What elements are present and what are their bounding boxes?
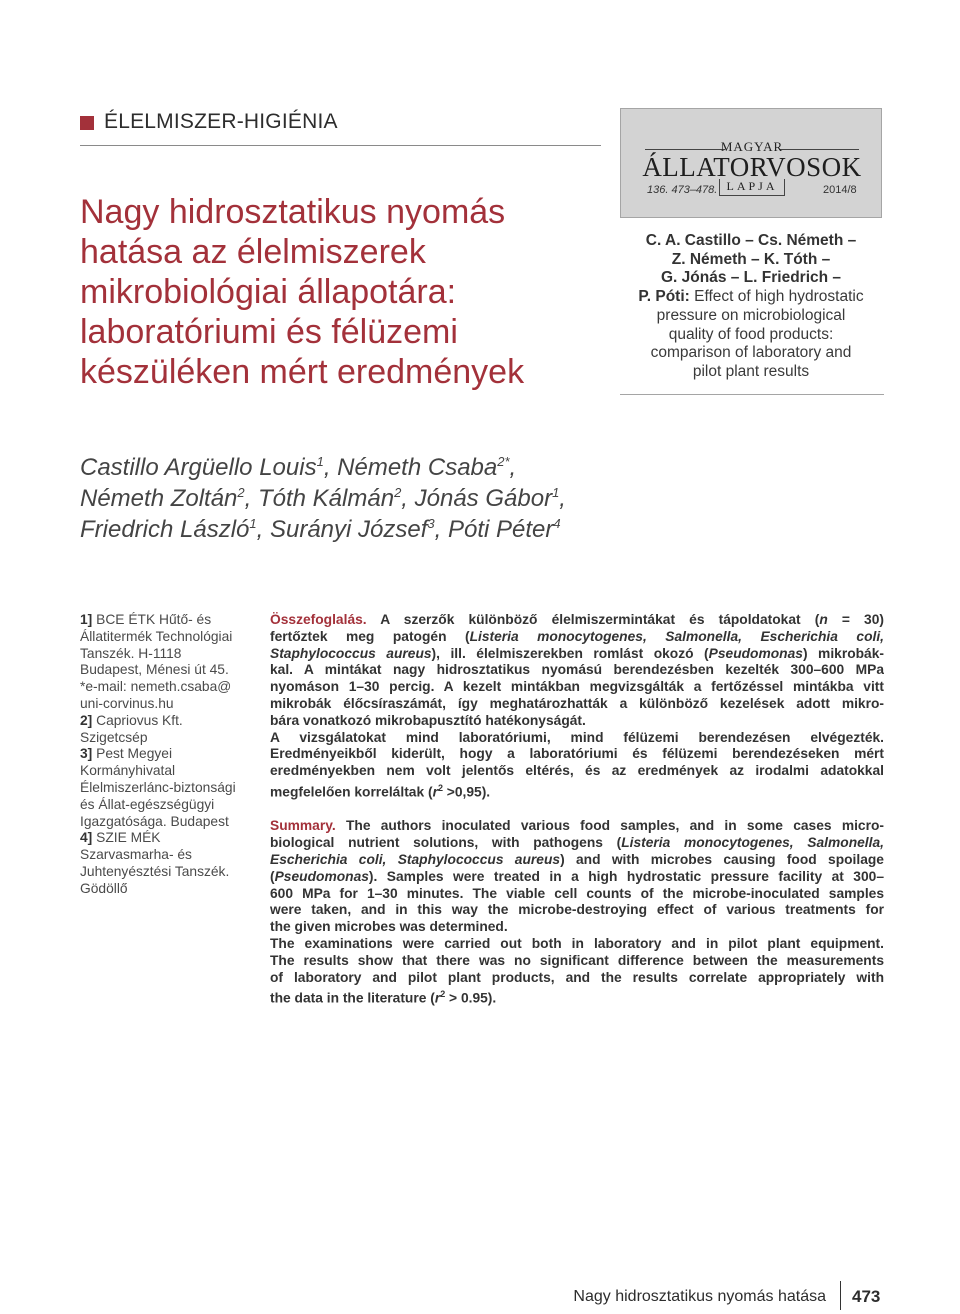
abstract-line: The examinations were carried out both in laboratory and in pilot plant equipment. xyxy=(270,935,884,951)
citation-title-start: Effect of high hydrostatic xyxy=(689,288,864,306)
affiliation-email[interactable]: *e-mail: nemeth.csaba@ xyxy=(80,679,232,695)
section-marker-square xyxy=(80,116,94,130)
affiliation-line: Budapest, Ménesi út 45. xyxy=(80,662,229,678)
citation-authors-line: C. A. Castillo – Cs. Németh – xyxy=(645,232,857,249)
affiliation-line: Állatitermék Technológiai xyxy=(80,628,233,644)
abstract-heading: Summary. xyxy=(270,818,336,834)
english-citation xyxy=(620,232,882,382)
author-separator: , xyxy=(401,485,415,512)
journal-logo-lapja: LAPJA xyxy=(726,179,778,193)
author-separator: , xyxy=(434,516,448,543)
author-separator: , xyxy=(256,516,270,543)
author-affiliation-mark: 2* xyxy=(497,454,510,469)
affiliation-line xyxy=(80,612,256,629)
author-name: Tóth Kálmán xyxy=(257,485,395,512)
abstract-line xyxy=(270,869,884,886)
affiliation-line: Tanszék. H-1118 xyxy=(80,645,182,661)
abstract-text: ), ill. élelmiszerekben romlást okozó ( xyxy=(431,645,709,661)
affiliation-text: SZIE MÉK xyxy=(92,830,161,846)
author-separator: , xyxy=(559,485,566,512)
title-line: készüléken mért eredmények xyxy=(80,353,525,391)
abstract-line: kal. A mintákat nagy hidrosztatikus nyomású berendezésben kezelték 300–600 MPa xyxy=(270,662,884,678)
abstract-text: Listeria monocytogenes, Salmonella, xyxy=(621,835,884,851)
affiliation-text: Capriovus Kft. xyxy=(92,712,183,728)
abstract-line xyxy=(270,986,884,1007)
abstract-text: Pseudomonas xyxy=(708,645,803,661)
abstract-line: The results show that there was no significant difference between the measurements xyxy=(270,952,884,968)
abstract-text: megfelelően korreláltak ( xyxy=(270,784,433,800)
abstract-line: 600 MPa for 1–30 minutes. The viable cell counts of the microbe-inoculated samples xyxy=(270,885,884,901)
title-line: mikrobiológiai állapotára: xyxy=(80,273,457,311)
journal-year: 2014/8 xyxy=(823,184,857,196)
abstract-line: A vizsgálatokat mind laboratóriumi, mind félüzemi berendezésen elvégezték. xyxy=(270,729,884,745)
title-line: hatása az élelmiszerek xyxy=(80,233,426,271)
abstract-line: nyomáson 1–30 percig. A kezelt mintákban megvizsgálták a fertőzéssel mintákba vitt xyxy=(270,679,884,695)
abstract xyxy=(270,612,884,1008)
abstract-text: 2 xyxy=(437,782,443,793)
author-list xyxy=(80,452,640,545)
affiliation-line xyxy=(80,830,256,847)
affiliation-line: Kormányhivatal xyxy=(80,763,176,779)
affiliation-number: 1] xyxy=(80,612,93,627)
page-number: 473 xyxy=(852,1287,881,1306)
author-affiliation-mark: 1 xyxy=(552,485,560,500)
affiliation-number: 3] xyxy=(80,746,93,762)
affiliation-text: Pest Megyei xyxy=(92,746,173,762)
author-affiliation-mark: 4 xyxy=(553,516,561,531)
author-separator: , xyxy=(509,454,517,481)
citation-title-line: pilot plant results xyxy=(692,362,810,380)
abstract-text: r xyxy=(432,784,438,800)
abstract-text: Staphylococcus aureus xyxy=(270,645,432,661)
abstract-line: mikrobák élőcsíraszámát, így meghatározhatták a különböző kezelések adott mikro- xyxy=(270,695,884,711)
citation-title-line xyxy=(620,288,882,307)
affiliation-number: 4] xyxy=(80,830,93,846)
abstract-text: ) and with microbes causing food spoilage xyxy=(560,851,884,867)
affiliation-line: Élelmiszerlánc-biztonsági xyxy=(80,779,236,795)
citation-authors-line: G. Jónás – L. Friedrich – xyxy=(660,269,842,287)
author-affiliation-mark: 3 xyxy=(427,516,435,531)
author-separator: , xyxy=(323,454,338,481)
abstract-line xyxy=(270,629,884,646)
author-name: Póti Péter xyxy=(447,516,554,543)
author-affiliation-mark: 1 xyxy=(316,454,324,469)
affiliation-line: Szarvasmarha- és xyxy=(80,847,192,863)
affiliation-number: 2] xyxy=(80,712,93,728)
abstract-line xyxy=(270,835,884,852)
title-line: Nagy hidrosztatikus nyomás xyxy=(80,193,506,231)
author-line xyxy=(80,514,640,545)
abstract-text: A szerzők különböző élelmiszermintákat és tápoldatokat ( xyxy=(366,612,820,627)
abstract-text: Pseudomonas xyxy=(274,868,369,884)
footer-divider xyxy=(840,1281,841,1310)
abstract-line xyxy=(270,780,884,801)
affiliations xyxy=(80,612,256,898)
article-title xyxy=(80,192,600,392)
abstract-line: of laboratory and pilot plant products, and the results correlate appropriately with xyxy=(270,969,884,985)
author-name: Németh Csaba xyxy=(337,454,498,481)
abstract-text: the data in the literature ( xyxy=(270,990,435,1006)
journal-logo-magyar: MAGYAR xyxy=(720,139,784,154)
abstract-text: Escherichia coli, Staphylococcus aureus xyxy=(270,851,561,867)
affiliation-line: Igazgatósága. Budapest xyxy=(80,813,229,829)
running-title: Nagy hidrosztatikus nyomás hatása xyxy=(573,1288,826,1305)
abstract-english xyxy=(270,818,884,1007)
abstract-text: n xyxy=(819,612,828,627)
abstract-line: eredményekben nem volt jelentős eltérés, és az eredmények az irodalmi adatokkal xyxy=(270,763,884,779)
abstract-text: ) mikrobák- xyxy=(802,645,884,661)
author-line xyxy=(80,452,640,483)
abstract-line: the given microbes was determined. xyxy=(270,919,508,935)
abstract-text: 2 xyxy=(440,989,446,1000)
author-separator: , xyxy=(244,485,258,512)
author-name: Friedrich László xyxy=(80,516,250,543)
author-affiliation-mark: 2 xyxy=(237,485,245,500)
citation-title-line: pressure on microbiological xyxy=(656,306,846,324)
abstract-text: = 30) xyxy=(827,612,884,627)
journal-issue: 136. 473–478. xyxy=(647,184,718,196)
affiliation-email[interactable]: uni-corvinus.hu xyxy=(80,695,174,711)
abstract-text: > 0.95). xyxy=(445,990,497,1006)
journal-logo-box xyxy=(620,108,882,218)
section-divider xyxy=(80,145,601,146)
citation-divider xyxy=(620,394,884,395)
abstract-text: fertőztek meg patogén ( xyxy=(270,628,470,644)
affiliation-line xyxy=(80,713,256,730)
abstract-text: Listeria monocytogenes, Salmonella, Escherichia coli, xyxy=(469,628,884,644)
section-title: ÉLELMISZER-HIGIÉNIA xyxy=(104,110,338,133)
author-name: Németh Zoltán xyxy=(80,485,238,512)
author-affiliation-mark: 1 xyxy=(249,516,257,531)
abstract-text: The authors inoculated various food samples, and in some cases micro- xyxy=(335,818,884,834)
citation-authors-line: Z. Németh – K. Tóth – xyxy=(671,250,831,268)
abstract-text: ). Samples were treated in a high hydrostatic pressure facility at 300– xyxy=(368,868,884,884)
author-line xyxy=(80,483,640,514)
abstract-line: bára vonatkozó mikrobapusztító hatékonyságát. xyxy=(270,712,586,728)
abstract-line xyxy=(270,612,884,629)
author-affiliation-mark: 2 xyxy=(394,485,402,500)
affiliation-line: és Állat-egészségügyi xyxy=(80,796,215,812)
abstract-line: were taken, and in this way the microbe-destroying effect of various treatments for xyxy=(270,902,884,918)
abstract-text: r xyxy=(434,990,441,1006)
author-name: Castillo Argüello Louis xyxy=(80,454,317,481)
author-name: Surányi József xyxy=(269,516,428,543)
affiliation-line xyxy=(80,746,256,763)
abstract-line: Eredményeikből kiderült, hogy a laboratóriumi és félüzemi berendezéseken mért xyxy=(270,746,884,762)
abstract-line xyxy=(270,818,884,835)
affiliation-text: BCE ÉTK Hűtő- és xyxy=(92,612,212,627)
citation-last-author: P. Póti: xyxy=(638,288,690,306)
journal-logo-name: ÁLLATORVOSOK xyxy=(642,152,862,182)
citation-title-line: quality of food products: xyxy=(668,325,834,343)
citation-title-line: comparison of laboratory and xyxy=(650,344,852,362)
author-name: Jónás Gábor xyxy=(414,485,553,512)
abstract-heading: Összefoglalás. xyxy=(270,612,367,627)
abstract-text: ( xyxy=(270,868,275,884)
abstract-line xyxy=(270,646,884,663)
abstract-line xyxy=(270,852,884,869)
abstract-text: >0,95). xyxy=(442,784,491,800)
title-line: laboratóriumi és félüzemi xyxy=(80,313,458,351)
affiliation-line: Juhtenyésztési Tanszék. xyxy=(80,863,230,879)
abstract-text: biological nutrient solutions, with pathogens ( xyxy=(270,835,622,851)
affiliation-line: Szigetcsép xyxy=(80,729,148,745)
affiliation-line: Gödöllő xyxy=(80,880,128,896)
abstract-hungarian xyxy=(270,612,884,801)
